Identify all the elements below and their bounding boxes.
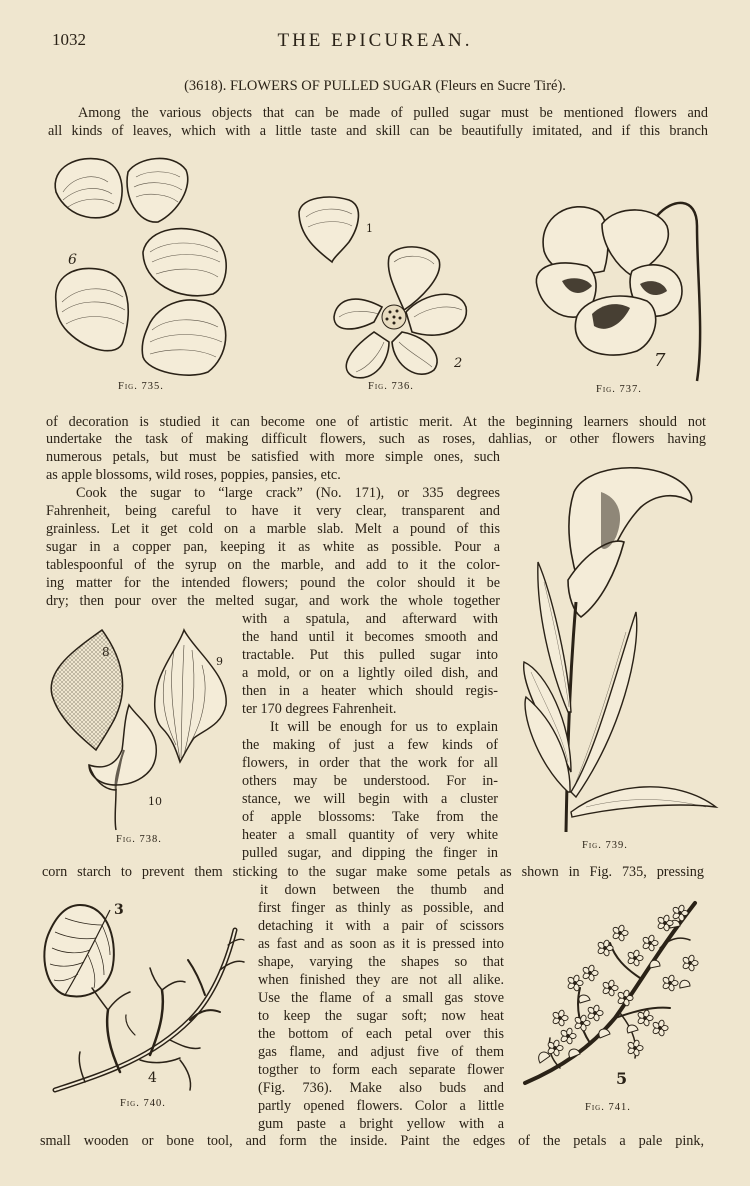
fig-736-marker-a: 1 [366,222,373,235]
left-col-line-5: grainless. Let it get cold on a marble slab. Melt a pound of this [46,521,500,537]
fig-740-marker-b: 4 [148,1070,157,1086]
fig-737-caption: Fig. 737. [596,384,642,395]
mid-col-line-7: It will be enough for us to explain [270,719,498,735]
mid-col-line-11: stance, we will begin with a cluster [242,791,498,807]
center-col-line-6: when finished they are not all alike. [258,972,504,988]
center-col-line-11: togther to form each separate flower [258,1062,504,1078]
center-col-line-5: shape, varying the shapes so that [258,954,504,970]
intro-line-1: Among the various objects that can be made of pulled sugar must be mentioned flowers and [78,105,708,121]
blossom-mark [597,939,613,956]
center-col-line-3: detaching it with a pair of scissors [258,918,504,934]
blossom-mark [552,1009,568,1026]
center-col-line-4: as fast and as soon as it is pressed into [258,936,504,952]
fig-741-apple-blossom-cluster-illustration [520,888,705,1093]
left-col-line-7: tablespoonful of the syrup on the marble, and add to it the color- [46,557,500,573]
text-line-last: small wooden or bone tool, and form the inside. Paint the edges of the petals a pale pink, [40,1133,704,1149]
left-col-line-2: as apple blossoms, wild roses, poppies, pansies, etc. [46,467,341,483]
fig-738-marker-a: 8 [102,645,110,659]
center-col-line-8: to keep the sugar soft; now heat [258,1008,504,1024]
fig-736-apple-blossom-illustration [294,192,474,382]
center-col-line-9: the bottom of each petal over this [258,1026,504,1042]
blossom-mark [657,914,673,931]
blossom-mark [637,1009,653,1026]
left-col-line-8: ing matter for the intended flowers; pound the color should it be [46,575,500,591]
fig-739-calla-lily-illustration [516,462,721,840]
blossom-mark [582,964,598,981]
left-col-line-1: numerous petals, but must be satisfied with more simple ones, such [46,449,500,465]
blossom-mark [587,1004,603,1021]
left-col-line-9: dry; then pour over the melted sugar, and work the whole together [46,593,500,609]
center-col-line-14: gum paste a bright yellow with a [258,1116,504,1132]
mid-col-line-2: the hand until it becomes smooth and [242,629,498,645]
fig-740-marker-a: 3 [114,902,124,918]
mid-col-line-3: tractable. Put this pulled sugar into [242,647,498,663]
fig-735-marker: 6 [68,252,77,268]
fig-740-leaf-and-branch-illustration [40,900,245,1100]
fig-736-caption: Fig. 736. [368,381,414,392]
blossom-mark [642,934,658,951]
mid-col-line-5: then in a heater which should regis- [242,683,498,699]
text-line-full-2: undertake the task of making difficult flowers, such as roses, dahlias, or other flowers having [46,431,706,447]
blossom-mark [612,924,628,941]
page-number: 1032 [52,30,86,49]
mid-col-line-4: a mold, or on a lightly oiled dish, and [242,665,498,681]
mid-col-line-10: others may be understood. For in- [242,773,498,789]
blossom-mark [627,1039,643,1056]
fig-735-petals-illustration [48,152,238,380]
mid-col-line-6: ter 170 degrees Fahrenheit. [242,701,397,717]
fig-738-marker-c: 10 [148,795,162,808]
intro-line-2: all kinds of leaves, which with a little taste and skill can be beautifully imitated, and if this branch [48,123,708,139]
center-col-line-12: (Fig. 736). Make also buds and [258,1080,504,1096]
running-title: THE EPICUREAN. [277,30,473,51]
left-col-line-4: Fahrenheit, being careful to have it very clear, transparent and [46,503,500,519]
mid-col-line-12: of apple blossoms: Take from the [242,809,498,825]
center-col-line-13: partly opened flowers. Color a little [258,1098,504,1114]
text-line-full-3: corn starch to prevent them sticking to the sugar make some petals as shown in Fig. 735, pressing [42,864,704,880]
fig-738-caption: Fig. 738. [116,834,162,845]
fig-736-marker-b: 2 [454,356,463,371]
center-col-line-1: it down between the thumb and [260,882,504,898]
center-col-line-10: gas flame, and adjust five of them [258,1044,504,1060]
mid-col-line-13: heater a small quantity of very white [242,827,498,843]
fig-740-caption: Fig. 740. [120,1098,166,1109]
blossom-mark [662,974,678,991]
fig-739-caption: Fig. 739. [582,840,628,851]
text-line-full-1: of decoration is studied it can become one of artistic merit. At the beginning learners should not [46,414,706,430]
mid-col-line-14: pulled sugar, and dipping the finger in [242,845,498,861]
fig-737-pansy-illustration [532,196,707,386]
left-col-line-3: Cook the sugar to “large crack” (No. 171), or 335 degrees [76,485,500,501]
article-title: (3618). FLOWERS OF PULLED SUGAR (Fleurs en Sucre Tiré). [184,78,566,94]
fig-738-petal-and-bud-illustration [44,620,234,832]
mid-col-line-1: with a spatula, and afterward with [242,611,498,627]
blossom-mark [602,979,618,996]
blossom-mark [560,1027,576,1044]
blossom-mark [672,904,688,921]
fig-737-marker: 7 [654,350,666,371]
fig-741-caption: Fig. 741. [585,1102,631,1113]
blossom-mark [652,1019,668,1036]
left-col-line-6: sugar in a copper pan, keeping it as white as possible. Pour a [46,539,500,555]
center-col-line-7: Use the flame of a small gas stove [258,990,504,1006]
fig-741-marker: 5 [616,1069,628,1088]
center-col-line-2: first finger as thinly as possible, and [258,900,504,916]
fig-738-marker-b: 9 [216,655,223,668]
mid-col-line-9: flowers, in order that the work for all [242,755,498,771]
blossom-mark [627,949,643,966]
blossom-mark [682,954,698,971]
mid-col-line-8: the making of just a few kinds of [242,737,498,753]
fig-735-caption: Fig. 735. [118,381,164,392]
